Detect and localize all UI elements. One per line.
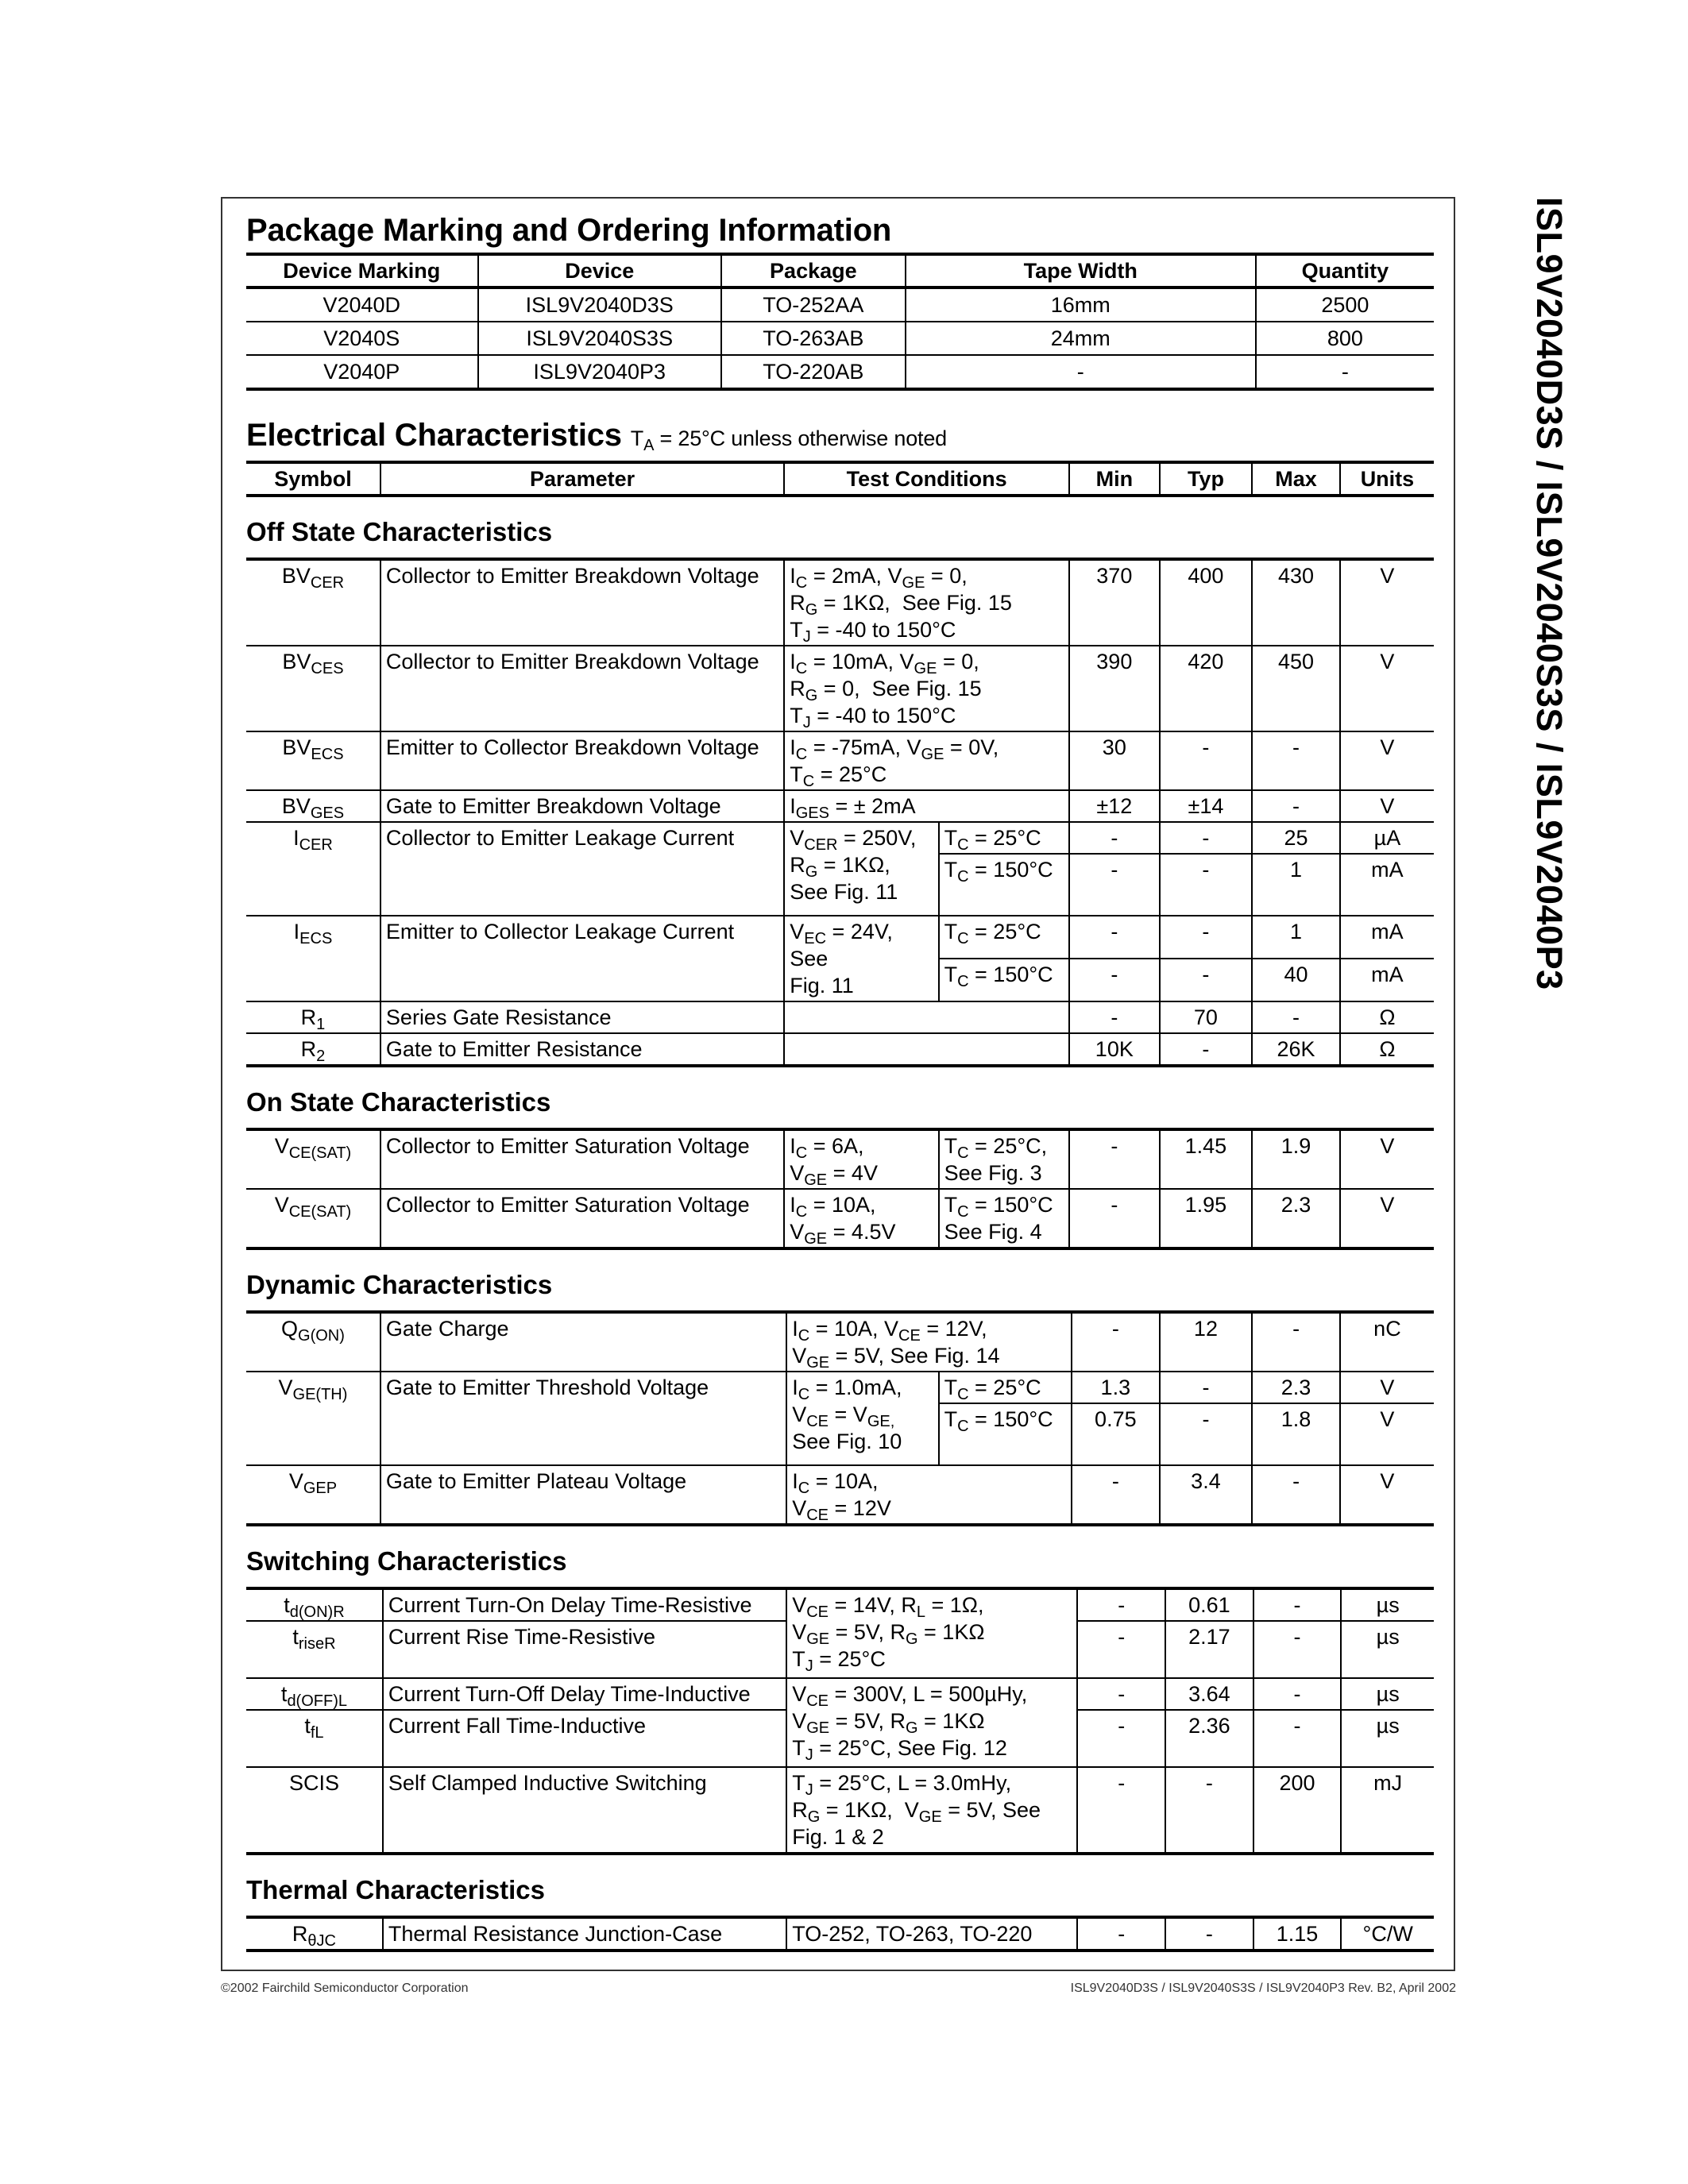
units: µs xyxy=(1341,1621,1434,1678)
units: V xyxy=(1340,646,1434,731)
symbol-triser xyxy=(246,1621,383,1678)
sym-sub: GES xyxy=(310,805,345,822)
symbol-scis: SCIS xyxy=(288,1771,339,1795)
max: - xyxy=(1253,1621,1342,1678)
min: - xyxy=(1077,1917,1165,1951)
units: V xyxy=(1340,790,1434,822)
parameter: Collector to Emitter Breakdown Voltage xyxy=(380,559,784,646)
cell: - xyxy=(1256,355,1434,389)
parameter: Current Fall Time-Inductive xyxy=(383,1710,786,1767)
parameter: Current Turn-On Delay Time-Resistive xyxy=(383,1588,786,1621)
note-text: = 25°C unless otherwise noted xyxy=(654,426,947,450)
sym: t xyxy=(304,1714,311,1738)
max: 1.9 xyxy=(1252,1129,1340,1189)
test-conditions xyxy=(784,1001,1069,1033)
electrical-note xyxy=(630,426,947,454)
parameter: Gate to Emitter Threshold Voltage xyxy=(380,1372,786,1465)
symbol-r1 xyxy=(246,1001,380,1033)
min: - xyxy=(1077,1678,1165,1710)
parameter: Gate to Emitter Breakdown Voltage xyxy=(380,790,784,822)
col-device-marking: Device Marking xyxy=(246,254,478,287)
on-state-title: On State Characteristics xyxy=(246,1087,551,1117)
units: Ω xyxy=(1340,1033,1434,1066)
sym: t xyxy=(284,1593,290,1617)
sym: R xyxy=(300,1037,317,1061)
sym: t xyxy=(292,1625,299,1649)
test-conditions: $I_C = 1.0mA$, $V_{CE} = V_{GE,}$ See Fig. 10 xyxy=(786,1372,938,1465)
sym-sub: 1 xyxy=(316,1016,326,1033)
typ: - xyxy=(1160,1033,1253,1066)
test-conditions-temp: $T_C = 150^\circ C$ xyxy=(939,854,1069,916)
symbol-vgep xyxy=(246,1465,380,1525)
table-row xyxy=(246,1917,1434,1951)
parameter: Gate to Emitter Plateau Voltage xyxy=(380,1465,786,1525)
electrical-title xyxy=(246,413,1434,461)
max: 1 xyxy=(1252,854,1340,916)
max: - xyxy=(1252,790,1340,822)
switching-table xyxy=(246,1587,1434,1855)
cell: V2040P xyxy=(246,355,478,389)
thermal-table xyxy=(246,1916,1434,1952)
col-device: Device xyxy=(478,254,721,287)
sym-sub: G(ON) xyxy=(298,1327,345,1345)
parameter: Collector to Emitter Leakage Current xyxy=(380,822,784,916)
cell: 16mm xyxy=(906,287,1256,322)
symbol-tdoffl xyxy=(246,1678,383,1710)
min: 30 xyxy=(1069,731,1160,790)
sym: t xyxy=(280,1682,288,1706)
parameter: Collector to Emitter Saturation Voltage xyxy=(380,1129,784,1189)
typ: 2.17 xyxy=(1165,1621,1253,1678)
units: °C/W xyxy=(1341,1917,1434,1951)
sym-sub: CE(SAT) xyxy=(288,1203,352,1221)
units: mA xyxy=(1340,916,1434,959)
max: - xyxy=(1253,1588,1342,1621)
max: 1 xyxy=(1252,916,1340,959)
cell: 800 xyxy=(1256,322,1434,355)
symbol-r2 xyxy=(246,1033,380,1066)
sym: V xyxy=(274,1193,289,1217)
min: - xyxy=(1072,1465,1160,1525)
sym: Q xyxy=(281,1317,299,1341)
sym: R xyxy=(292,1922,308,1946)
sym-sub: CE(SAT) xyxy=(288,1144,352,1162)
sym: V xyxy=(278,1376,293,1399)
test-conditions: TO-252, TO-263, TO-220 xyxy=(786,1917,1077,1951)
typ: - xyxy=(1160,822,1253,854)
sym-sub: CER xyxy=(299,836,333,854)
sym: I xyxy=(293,920,300,943)
max: 1.15 xyxy=(1253,1917,1342,1951)
test-conditions-temp: $T_C = 25^\circ C$ xyxy=(939,1372,1072,1403)
typ: 2.36 xyxy=(1165,1710,1253,1767)
dynamic-title: Dynamic Characteristics xyxy=(246,1270,553,1299)
test-conditions: $I_C = 10A$, $V_{CE} = 12V$, $V_{GE} = 5V$, See Fig. 14 xyxy=(786,1312,1072,1372)
symbol-iecs xyxy=(246,916,380,1001)
sym: V xyxy=(274,1134,289,1158)
max: 200 xyxy=(1253,1767,1342,1854)
min: - xyxy=(1069,1001,1160,1033)
min: - xyxy=(1069,916,1160,959)
test-conditions: $I_C = 10mA$, $V_{GE} = 0$, $R_G = 0$, See Fig. 15 $T_J = -40$ to 150°C xyxy=(784,646,1069,731)
test-conditions: $I_C = 10A$, $V_{CE} = 12V$ xyxy=(786,1465,1072,1525)
table-row xyxy=(246,790,1434,822)
max: 430 xyxy=(1252,559,1340,646)
typ: - xyxy=(1160,959,1253,1001)
test-conditions: $V_{CE} = 300V$, L = 500µHy, $V_{GE} = 5V$, $R_G = 1K\Omega$ $T_J = 25^\circ C$, See Fig. 12 xyxy=(786,1678,1077,1767)
units: nC xyxy=(1340,1312,1434,1372)
min: - xyxy=(1077,1588,1165,1621)
cell: ISL9V2040P3 xyxy=(478,355,721,389)
dynamic-table xyxy=(246,1310,1434,1526)
units: V xyxy=(1340,1129,1434,1189)
side-title-text: ISL9V2040D3S / ISL9V2040S3S / ISL9V2040P3 xyxy=(1529,197,1570,990)
table-row xyxy=(246,1588,1434,1621)
max: - xyxy=(1253,1710,1342,1767)
sym-sub: ECS xyxy=(299,930,333,947)
cell: 24mm xyxy=(906,322,1256,355)
max: 1.8 xyxy=(1252,1403,1340,1465)
cell: ISL9V2040D3S xyxy=(478,287,721,322)
min: - xyxy=(1069,959,1160,1001)
col-package: Package xyxy=(721,254,906,287)
table-row xyxy=(246,1001,1434,1033)
units: V xyxy=(1340,1189,1434,1248)
parameter: Thermal Resistance Junction-Case xyxy=(383,1917,786,1951)
col-units: Units xyxy=(1340,462,1434,496)
parameter: Current Rise Time-Resistive xyxy=(383,1621,786,1678)
symbol-qgon xyxy=(246,1312,380,1372)
max: 26K xyxy=(1252,1033,1340,1066)
switching-title: Switching Characteristics xyxy=(246,1546,567,1576)
package-header-row xyxy=(246,254,1434,287)
electrical-title-text: Electrical Characteristics xyxy=(246,418,622,453)
cell: TO-252AA xyxy=(721,287,906,322)
parameter: Current Turn-Off Delay Time-Inductive xyxy=(383,1678,786,1710)
footer-copyright: ©2002 Fairchild Semiconductor Corporation xyxy=(221,1981,469,1995)
units: µs xyxy=(1341,1710,1434,1767)
col-tape-width: Tape Width xyxy=(906,254,1256,287)
cell: V2040D xyxy=(246,287,478,322)
table-row xyxy=(246,1189,1434,1248)
parameter: Self Clamped Inductive Switching xyxy=(383,1767,786,1854)
off-state-title: Off State Characteristics xyxy=(246,517,553,546)
units: mA xyxy=(1340,854,1434,916)
sym-sub: ECS xyxy=(311,746,344,763)
test-conditions: $I_C = -75mA$, $V_{GE} = 0V$, $T_C = 25^\circ C$ xyxy=(784,731,1069,790)
typ: 400 xyxy=(1160,559,1253,646)
col-quantity: Quantity xyxy=(1256,254,1434,287)
parameter: Collector to Emitter Breakdown Voltage xyxy=(380,646,784,731)
side-title xyxy=(1517,197,1581,1031)
symbol-bvces xyxy=(246,646,380,731)
col-typ: Typ xyxy=(1160,462,1253,496)
test-conditions: $V_{EC} = 24V$, See Fig. 11 xyxy=(784,916,938,1001)
test-conditions: $V_{CER} = 250V$, $R_G = 1K\Omega$, See Fig. 11 xyxy=(784,822,938,916)
parameter: Emitter to Collector Breakdown Voltage xyxy=(380,731,784,790)
typ: 0.61 xyxy=(1165,1588,1253,1621)
units: V xyxy=(1340,1372,1434,1403)
test-conditions: $V_{CE} = 14V$, $R_L = 1\Omega$, $V_{GE} = 5V$, $R_G = 1K\Omega$ $T_J = 25^\circ C$ xyxy=(786,1588,1077,1678)
table-row xyxy=(246,559,1434,646)
units: µs xyxy=(1341,1678,1434,1710)
typ: 70 xyxy=(1160,1001,1253,1033)
units: µs xyxy=(1341,1588,1434,1621)
cell: 2500 xyxy=(1256,287,1434,322)
min: - xyxy=(1069,1129,1160,1189)
min: 370 xyxy=(1069,559,1160,646)
typ: 3.64 xyxy=(1165,1678,1253,1710)
sym-sub: GEP xyxy=(303,1480,338,1497)
sym: R xyxy=(300,1005,317,1029)
table-row xyxy=(246,646,1434,731)
typ: - xyxy=(1160,1403,1253,1465)
sym: V xyxy=(288,1469,303,1493)
table-row xyxy=(246,1465,1434,1525)
electrical-header-table xyxy=(246,461,1434,497)
units: µA xyxy=(1340,822,1434,854)
max: 2.3 xyxy=(1252,1189,1340,1248)
test-conditions: $T_J = 25^\circ C$, L = 3.0mHy, $R_G = 1K\Omega$, $V_{GE} = 5V$, See Fig. 1 & 2 xyxy=(786,1767,1077,1854)
electrical-header-row xyxy=(246,462,1434,496)
max: - xyxy=(1252,1312,1340,1372)
parameter: Gate to Emitter Resistance xyxy=(380,1033,784,1066)
off-state-table xyxy=(246,558,1434,1067)
note-t: T xyxy=(630,426,644,450)
table-row xyxy=(246,355,1434,389)
sym-sub: riseR xyxy=(298,1635,336,1653)
footer-revision: ISL9V2040D3S / ISL9V2040S3S / ISL9V2040P3 Rev. B2, April 2002 xyxy=(1070,1981,1456,1995)
max: - xyxy=(1252,731,1340,790)
min: - xyxy=(1069,854,1160,916)
typ: 420 xyxy=(1160,646,1253,731)
symbol-bvcer xyxy=(246,559,380,646)
cell: V2040S xyxy=(246,322,478,355)
sym-sub: θJC xyxy=(307,1932,336,1950)
max: - xyxy=(1252,1465,1340,1525)
sym: BV xyxy=(282,735,311,759)
min: 1.3 xyxy=(1072,1372,1160,1403)
max: 450 xyxy=(1252,646,1340,731)
min: 0.75 xyxy=(1072,1403,1160,1465)
min: - xyxy=(1069,822,1160,854)
cell: ISL9V2040S3S xyxy=(478,322,721,355)
max: 25 xyxy=(1252,822,1340,854)
table-row xyxy=(246,822,1434,854)
units: mJ xyxy=(1341,1767,1434,1854)
typ: - xyxy=(1160,916,1253,959)
units: Ω xyxy=(1340,1001,1434,1033)
units: V xyxy=(1340,1465,1434,1525)
test-conditions-temp: $T_C = 25^\circ C$ xyxy=(939,822,1069,854)
typ: - xyxy=(1165,1917,1253,1951)
parameter: Series Gate Resistance xyxy=(380,1001,784,1033)
symbol-bvecs xyxy=(246,731,380,790)
sym-sub: d(OFF)L xyxy=(287,1692,347,1710)
parameter: Collector to Emitter Saturation Voltage xyxy=(380,1189,784,1248)
sym-sub: CES xyxy=(311,660,344,677)
sym-sub: GE(TH) xyxy=(292,1386,348,1403)
sym-sub: fL xyxy=(310,1724,324,1742)
cell: TO-220AB xyxy=(721,355,906,389)
test-conditions-temp: $T_C = 150^\circ C$ See Fig. 4 xyxy=(939,1189,1069,1248)
sym: I xyxy=(293,826,299,850)
sym-sub: d(ON)R xyxy=(289,1603,345,1621)
test-conditions: $I_C = 10A$, $V_{GE} = 4.5V$ xyxy=(784,1189,938,1248)
min: - xyxy=(1077,1710,1165,1767)
datasheet-content xyxy=(246,208,1434,1952)
cell: TO-263AB xyxy=(721,322,906,355)
col-max: Max xyxy=(1252,462,1340,496)
on-state-table xyxy=(246,1128,1434,1250)
min: - xyxy=(1069,1189,1160,1248)
parameter: Gate Charge xyxy=(380,1312,786,1372)
test-conditions: $I_C = 2mA$, $V_{GE} = 0$, $R_G = 1K\Omega$, See Fig. 15 $T_J = -40$ to 150°C xyxy=(784,559,1069,646)
typ: - xyxy=(1160,854,1253,916)
max: 2.3 xyxy=(1252,1372,1340,1403)
table-row xyxy=(246,916,1434,959)
table-row xyxy=(246,1767,1434,1854)
table-row xyxy=(246,1129,1434,1189)
sym: BV xyxy=(281,564,311,588)
symbol-rthjc xyxy=(246,1917,383,1951)
symbol-icer xyxy=(246,822,380,916)
table-row xyxy=(246,1678,1434,1710)
units: mA xyxy=(1340,959,1434,1001)
typ: 3.4 xyxy=(1160,1465,1253,1525)
sym: BV xyxy=(281,794,311,818)
test-conditions-temp: $T_C = 150^\circ C$ xyxy=(939,1403,1072,1465)
test-conditions xyxy=(784,1033,1069,1066)
units: V xyxy=(1340,559,1434,646)
min: 10K xyxy=(1069,1033,1160,1066)
col-test-conditions: Test Conditions xyxy=(784,462,1069,496)
test-conditions: $I_{GES}$ = ± 2mA xyxy=(784,790,1069,822)
units: V xyxy=(1340,1403,1434,1465)
min: 390 xyxy=(1069,646,1160,731)
symbol-vcesat xyxy=(246,1129,380,1189)
col-symbol: Symbol xyxy=(246,462,380,496)
sym-sub: 2 xyxy=(316,1048,326,1065)
thermal-title: Thermal Characteristics xyxy=(246,1875,546,1904)
max: 40 xyxy=(1252,959,1340,1001)
sym-sub: CER xyxy=(310,574,345,592)
test-conditions-temp: $T_C = 150^\circ C$ xyxy=(939,959,1069,1001)
typ: 12 xyxy=(1160,1312,1253,1372)
table-row xyxy=(246,731,1434,790)
min: - xyxy=(1077,1621,1165,1678)
package-title: Package Marking and Ordering Information xyxy=(246,213,892,248)
col-parameter: Parameter xyxy=(380,462,784,496)
symbol-tfl xyxy=(246,1710,383,1767)
test-conditions-temp: $T_C = 25^\circ C$ xyxy=(939,916,1069,959)
col-min: Min xyxy=(1069,462,1160,496)
test-conditions-temp: $T_C = 25^\circ C$, See Fig. 3 xyxy=(939,1129,1069,1189)
min: - xyxy=(1077,1767,1165,1854)
symbol-bvges xyxy=(246,790,380,822)
sym: BV xyxy=(282,650,311,673)
units: V xyxy=(1340,731,1434,790)
table-row xyxy=(246,1033,1434,1066)
table-row xyxy=(246,1372,1434,1403)
table-row xyxy=(246,322,1434,355)
cell: - xyxy=(906,355,1256,389)
table-row xyxy=(246,1312,1434,1372)
typ: 1.95 xyxy=(1160,1189,1253,1248)
typ: 1.45 xyxy=(1160,1129,1253,1189)
typ: ±14 xyxy=(1160,790,1253,822)
min: - xyxy=(1072,1312,1160,1372)
package-table xyxy=(246,253,1434,391)
symbol-tdonr xyxy=(246,1588,383,1621)
min: ±12 xyxy=(1069,790,1160,822)
note-sub: A xyxy=(643,437,655,454)
symbol-vcesat xyxy=(246,1189,380,1248)
parameter: Emitter to Collector Leakage Current xyxy=(380,916,784,1001)
symbol-vgeth xyxy=(246,1372,380,1465)
max: - xyxy=(1253,1678,1342,1710)
max: - xyxy=(1252,1001,1340,1033)
typ: - xyxy=(1160,731,1253,790)
typ: - xyxy=(1160,1372,1253,1403)
test-conditions: $I_C = 6A$, $V_{GE} = 4V$ xyxy=(784,1129,938,1189)
table-row xyxy=(246,287,1434,322)
typ: - xyxy=(1165,1767,1253,1854)
